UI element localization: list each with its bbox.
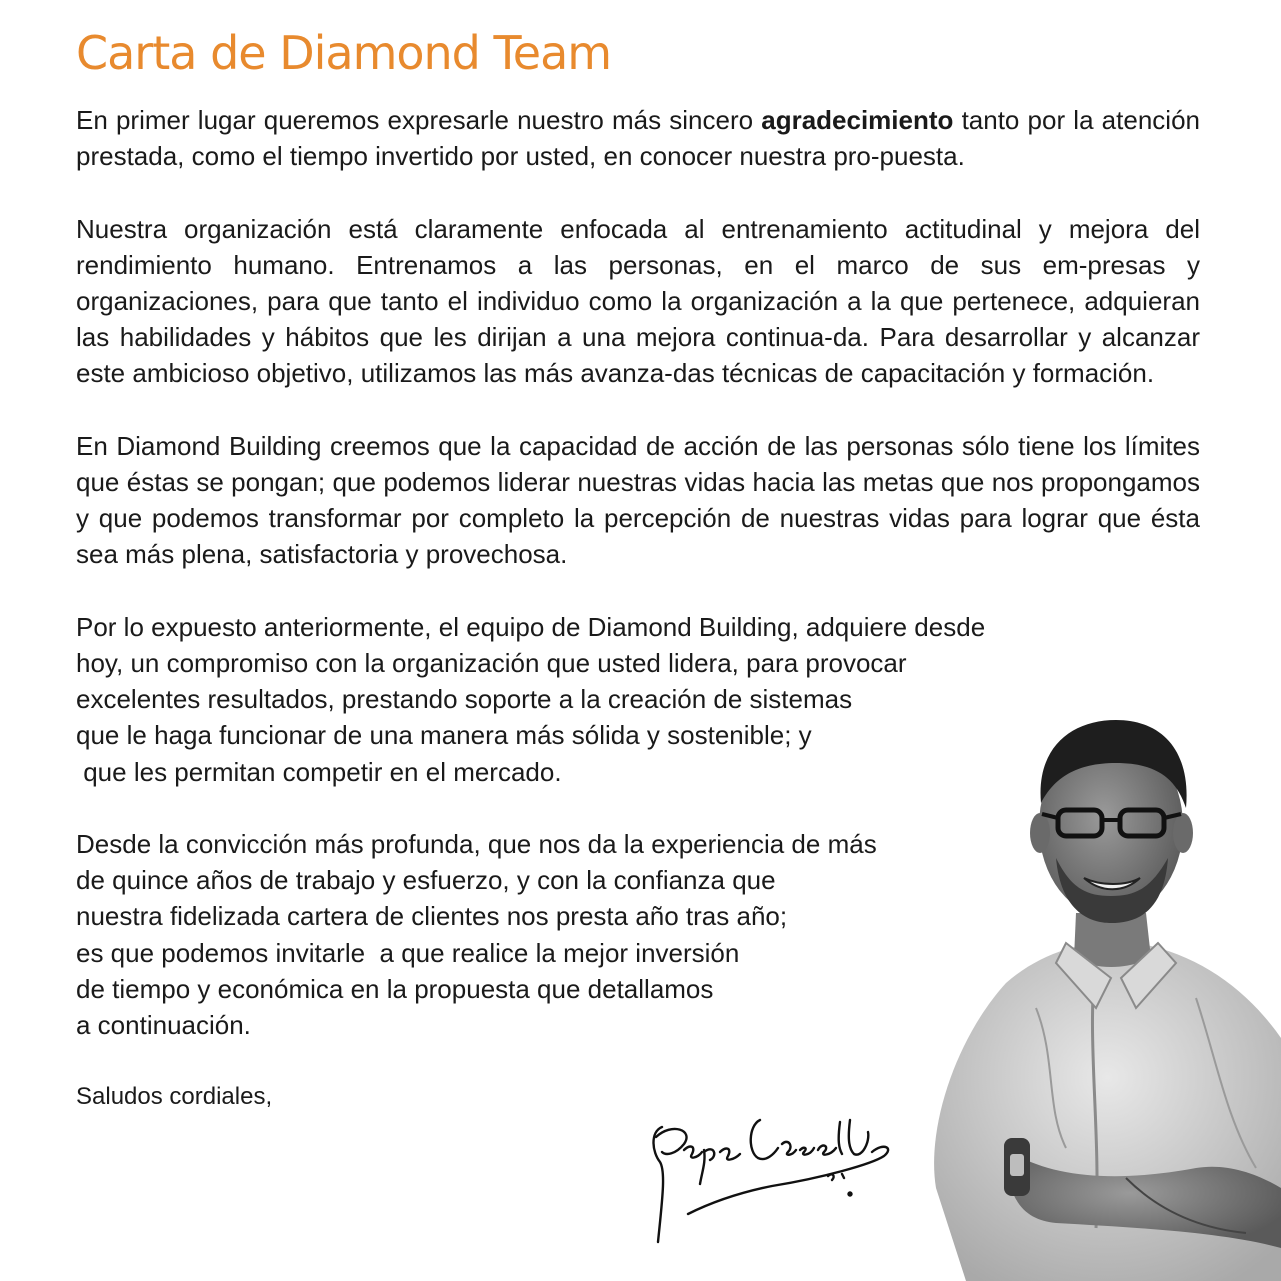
signature [632, 1092, 912, 1252]
paragraph-gratitude-end: tanto por la atención prestada, como el tiempo invertido por usted, en conocer nuestra pro-puesta. [76, 105, 1200, 172]
portrait-photo [896, 708, 1281, 1281]
paragraph-line: hoy, un compromiso con la organización que usted lidera, para provocar [76, 648, 907, 678]
paragraph-line: a continuación. [76, 1010, 251, 1041]
paragraph-line: de quince años de trabajo y esfuerzo, y con la confianza que [76, 865, 776, 896]
paragraph-gratitude-start: En primer lugar queremos expresarle nuestro más sincero [76, 105, 762, 135]
paragraph-line: que le haga funcionar de una manera más sólida y sostenible; y [76, 720, 812, 751]
closing-text: Saludos cordiales, [76, 1083, 273, 1111]
page-title: Carta de Diamond Team [76, 26, 612, 80]
paragraph-line: de tiempo y económica en la propuesta que detallamos [76, 973, 714, 1004]
paragraph-line: Por lo expuesto anteriormente, el equipo de Diamond Building, adquiere desde [76, 611, 986, 642]
paragraph-line: excelentes resultados, prestando soporte a la creación de sistemas [76, 684, 853, 715]
paragraph-belief: En Diamond Building creemos que la capacidad de acción de las personas sólo tiene los límites que éstas se pongan; que podemos liderar nuestras vidas hacia las metas que nos propongamos y que podemos transformar por completo la percepción de nuestras vidas para lograr que ésta sea más plena, satisfactoria y provechosa. [76, 430, 1200, 570]
paragraph-organization: Nuestra organización está claramente enfocada al entrenamiento actitudinal y mejora del rendimiento humano. Entrenamos a las personas, en el marco de sus em-presas y organizaciones, para que tanto el individuo como la organización a la que pertenece, adquieran las habilidades y hábitos que les dirijan a una mejora continua-da. Para desarrollar y alcanzar este ambicioso objetivo, utilizamos las más avanza-das técnicas de capacitación y formación. [76, 213, 1200, 389]
paragraph-line: es que podemos invitarle a que realice la mejor inversión [76, 937, 740, 968]
paragraph-line: que les permitan competir en el mercado. [76, 756, 562, 787]
paragraph-gratitude [76, 102, 1200, 174]
paragraph-line: Desde la convicción más profunda, que nos da la experiencia de más [76, 829, 877, 859]
paragraph-line: nuestra fidelizada cartera de clientes nos presta año tras año; [76, 901, 788, 932]
emphasis-agradecimiento: agradecimiento [761, 105, 954, 135]
